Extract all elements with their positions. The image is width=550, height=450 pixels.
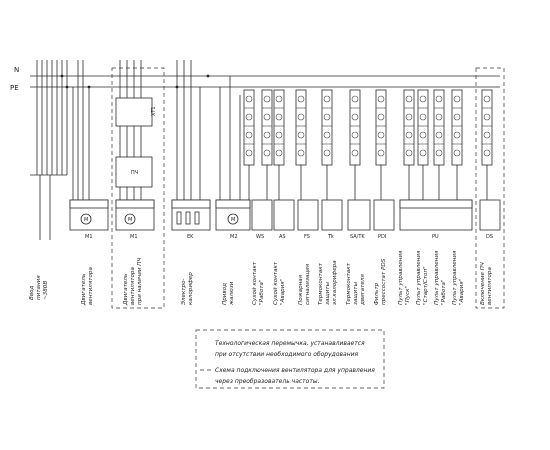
note-dashed-line1: Схема подключения вентилятора для управления (215, 367, 375, 374)
caption-tk (318, 260, 338, 305)
note-dashed-line2: через преобразователь частоты. (215, 378, 320, 385)
svg-text:эл.калорифера: эл.калорифера (332, 260, 338, 305)
svg-text:M: M (84, 217, 89, 223)
caption-m1a (81, 267, 94, 306)
note-jumper-line1: Технологическая перемычка, устанавливается (215, 340, 365, 347)
fc-label: ПЧ (131, 170, 139, 176)
svg-text:двигателя: двигателя (360, 274, 366, 305)
svg-text:"Авария": "Авария" (459, 278, 465, 305)
svg-text:Включение ПЧ: Включение ПЧ (480, 262, 486, 305)
svg-text:M: M (128, 217, 133, 223)
n-bus-label: N (14, 66, 20, 74)
pe-bus-label: PE (10, 84, 19, 92)
svg-text:Пульт управления: Пульт управления (434, 250, 440, 305)
caption-pdi (374, 258, 387, 305)
svg-text:M: M (231, 217, 236, 223)
unit-m1b (116, 60, 157, 230)
svg-text:вентилятора: вентилятора (88, 267, 94, 305)
device-boxes (252, 200, 500, 230)
caption-m1b (123, 258, 143, 306)
tag-as: AS (279, 234, 286, 240)
tag-pdi: PDI (378, 234, 387, 240)
svg-text:Двигатель: Двигатель (123, 273, 129, 305)
caption-pu (398, 250, 411, 305)
unit-ek (172, 60, 210, 230)
svg-text:защиты: защиты (353, 282, 359, 305)
svg-text:при наличии ПЧ: при наличии ПЧ (137, 257, 143, 305)
svg-text:Двигатель: Двигатель (81, 273, 87, 305)
svg-text:прессостат PDS: прессостат PDS (381, 258, 387, 305)
caption-as (273, 261, 286, 305)
xt1-terminal-block (116, 98, 152, 126)
svg-text:"Работа": "Работа" (259, 279, 265, 305)
svg-text:Привод: Привод (222, 283, 228, 305)
tag-satk: SA/TK (350, 234, 365, 240)
svg-text:Сухой контакт: Сухой контакт (273, 261, 279, 305)
terminal-columns (244, 90, 492, 165)
svg-text:Ввод: Ввод (29, 285, 35, 300)
caption-satk (346, 262, 366, 306)
svg-text:Электро-: Электро- (181, 278, 187, 305)
tag-m1a: M1 (85, 234, 93, 240)
bus-lines (10, 66, 500, 92)
unit-tags (85, 234, 493, 240)
svg-text:жалюзи: жалюзи (229, 281, 235, 305)
svg-text:сигнализация: сигнализация (305, 263, 311, 305)
svg-text:Пожарная: Пожарная (298, 274, 304, 305)
caption-ek (181, 272, 194, 306)
caption-fs (298, 263, 311, 305)
xt1-label: XT1 (151, 106, 157, 116)
notes-box (196, 330, 384, 388)
tag-pu: PU (432, 234, 439, 240)
svg-text:"Старт/Стоп": "Старт/Стоп" (423, 266, 429, 305)
svg-text:"Авария": "Авария" (280, 278, 286, 305)
caption-ds (480, 262, 493, 305)
svg-text:"Пуск": "Пуск" (405, 285, 411, 305)
tag-m1b: M1 (130, 234, 138, 240)
svg-text:Пульт управления: Пульт управления (416, 250, 422, 305)
svg-text:калорифер: калорифер (188, 272, 194, 305)
svg-text:питания: питания (36, 275, 42, 300)
caption-m2 (222, 281, 235, 306)
device-wires (249, 165, 487, 200)
tag-fs: FS (304, 234, 310, 240)
svg-text:~380В: ~380В (43, 280, 49, 300)
svg-text:вентилятора: вентилятора (487, 267, 493, 305)
note-jumper-line2: при отсутствии необходимого оборудования (215, 351, 359, 358)
unit-m1a (70, 60, 108, 230)
caption-pu4 (452, 250, 465, 305)
svg-text:Термоконтакт: Термоконтакт (346, 263, 352, 305)
caption-pu2 (416, 250, 429, 305)
svg-text:Сухой контакт: Сухой контакт (252, 261, 258, 305)
svg-text:"Работа": "Работа" (441, 279, 447, 305)
tag-ws: WS (256, 234, 265, 240)
caption-ws (252, 261, 265, 305)
tag-ek: EK (187, 234, 194, 240)
tag-tk: Tk (328, 234, 334, 240)
caption-pu3 (434, 250, 447, 305)
svg-text:Термоконтакт: Термоконтакт (318, 263, 324, 305)
svg-text:Пульт управления: Пульт управления (452, 250, 458, 305)
power-input-caption (29, 275, 49, 300)
svg-text:вентилятора: вентилятора (130, 267, 136, 305)
tag-m2: M2 (230, 234, 238, 240)
svg-text:защиты: защиты (325, 282, 331, 305)
svg-text:Пульт управления: Пульт управления (398, 250, 404, 305)
tag-ds: DS (486, 234, 494, 240)
svg-text:Фильтр: Фильтр (374, 282, 380, 305)
